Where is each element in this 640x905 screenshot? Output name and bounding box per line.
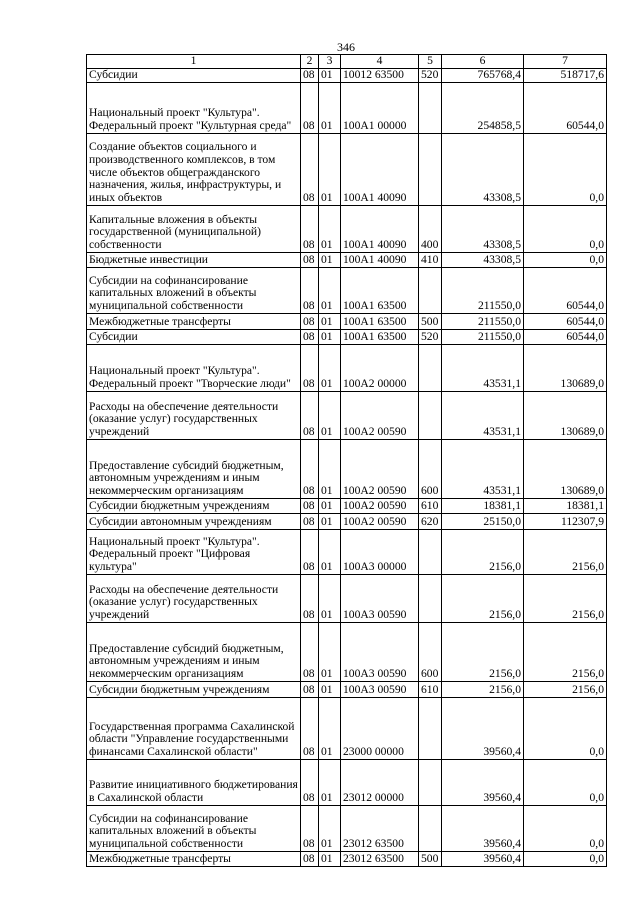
amount-year1-cell: 2156,0	[442, 574, 524, 622]
expense-type-cell: 500	[419, 313, 442, 329]
section-cell: 08	[301, 252, 319, 267]
amount-year1-cell: 765768,4	[442, 68, 524, 82]
amount-year1-cell: 211550,0	[442, 313, 524, 329]
row-name-cell: Предоставление субсидий бюджетным, автономным учреждениям и иным некоммерческим организациям	[87, 439, 301, 498]
target-article-cell: 100А3 00590	[341, 622, 419, 681]
section-cell: 08	[301, 439, 319, 498]
amount-year2-cell: 0,0	[524, 759, 607, 805]
table-row	[87, 681, 607, 697]
table-row	[87, 68, 607, 82]
table-row	[87, 329, 607, 344]
target-article-cell: 100А1 63500	[341, 267, 419, 313]
table-row	[87, 439, 607, 498]
amount-year1-cell: 39560,4	[442, 805, 524, 851]
target-article-cell: 23000 00000	[341, 697, 419, 759]
amount-year1-cell: 43308,5	[442, 252, 524, 267]
subsection-cell: 01	[319, 329, 341, 344]
expense-type-cell	[419, 391, 442, 439]
table-row	[87, 851, 607, 866]
expense-type-cell: 400	[419, 205, 442, 252]
header-cell: 7	[524, 55, 607, 69]
expense-type-cell	[419, 267, 442, 313]
expense-type-cell: 410	[419, 252, 442, 267]
amount-year1-cell: 39560,4	[442, 851, 524, 866]
amount-year2-cell: 60544,0	[524, 313, 607, 329]
target-article-cell: 100А2 00000	[341, 344, 419, 391]
table-row	[87, 252, 607, 267]
row-name-cell: Предоставление субсидий бюджетным, автономным учреждениям и иным некоммерческим организациям	[87, 622, 301, 681]
section-cell: 08	[301, 622, 319, 681]
subsection-cell: 01	[319, 574, 341, 622]
expense-type-cell: 600	[419, 439, 442, 498]
table-row	[87, 622, 607, 681]
row-name-cell: Расходы на обеспечение деятельности (оказание услуг) государственных учреждений	[87, 391, 301, 439]
amount-year1-cell: 2156,0	[442, 622, 524, 681]
expense-type-cell: 520	[419, 68, 442, 82]
amount-year1-cell: 39560,4	[442, 759, 524, 805]
amount-year2-cell: 18381,1	[524, 498, 607, 513]
amount-year1-cell: 39560,4	[442, 697, 524, 759]
target-article-cell: 100А1 63500	[341, 329, 419, 344]
expense-type-cell	[419, 574, 442, 622]
row-name-cell: Субсидии бюджетным учреждениям	[87, 681, 301, 697]
expense-type-cell	[419, 697, 442, 759]
target-article-cell: 100А2 00590	[341, 513, 419, 529]
amount-year1-cell: 2156,0	[442, 681, 524, 697]
table-row	[87, 205, 607, 252]
expense-type-cell	[419, 82, 442, 133]
section-cell: 08	[301, 574, 319, 622]
row-name-cell: Субсидии на софинансирование капитальных вложений в объекты муниципальной собственности	[87, 805, 301, 851]
subsection-cell: 01	[319, 513, 341, 529]
target-article-cell: 10012 63500	[341, 68, 419, 82]
row-name-cell: Субсидии бюджетным учреждениям	[87, 498, 301, 513]
section-cell: 08	[301, 391, 319, 439]
amount-year1-cell: 211550,0	[442, 267, 524, 313]
row-name-cell: Субсидии	[87, 68, 301, 82]
row-name-cell: Национальный проект "Культура". Федеральный проект "Культурная среда"	[87, 82, 301, 133]
amount-year1-cell: 43308,5	[442, 133, 524, 205]
section-cell: 08	[301, 133, 319, 205]
row-name-cell: Создание объектов социального и производственного комплексов, в том числе объектов общегражданского назначения, жилья, инфраструктуры, и иных объектов	[87, 133, 301, 205]
expense-type-cell	[419, 759, 442, 805]
subsection-cell: 01	[319, 697, 341, 759]
header-cell: 5	[419, 55, 442, 69]
table-row	[87, 697, 607, 759]
amount-year1-cell: 43531,1	[442, 344, 524, 391]
section-cell: 08	[301, 697, 319, 759]
table-row	[87, 82, 607, 133]
header-cell: 1	[87, 55, 301, 69]
row-name-cell: Субсидии автономным учреждениям	[87, 513, 301, 529]
target-article-cell: 100А1 40090	[341, 133, 419, 205]
amount-year2-cell: 60544,0	[524, 82, 607, 133]
amount-year1-cell: 2156,0	[442, 529, 524, 574]
amount-year2-cell: 130689,0	[524, 344, 607, 391]
amount-year1-cell: 18381,1	[442, 498, 524, 513]
expense-type-cell	[419, 805, 442, 851]
subsection-cell: 01	[319, 267, 341, 313]
table-row	[87, 574, 607, 622]
header-cell: 3	[319, 55, 341, 69]
budget-table	[86, 54, 607, 867]
amount-year2-cell: 0,0	[524, 133, 607, 205]
amount-year2-cell: 2156,0	[524, 622, 607, 681]
amount-year1-cell: 43531,1	[442, 439, 524, 498]
section-cell: 08	[301, 313, 319, 329]
row-name-cell: Субсидии на софинансирование капитальных вложений в объекты муниципальной собственности	[87, 267, 301, 313]
expense-type-cell	[419, 344, 442, 391]
subsection-cell: 01	[319, 529, 341, 574]
subsection-cell: 01	[319, 344, 341, 391]
row-name-cell: Государственная программа Сахалинской области "Управление государственными финансами Сахалинской области"	[87, 697, 301, 759]
section-cell: 08	[301, 82, 319, 133]
expense-type-cell: 610	[419, 681, 442, 697]
amount-year1-cell: 25150,0	[442, 513, 524, 529]
target-article-cell: 100А1 40090	[341, 205, 419, 252]
expense-type-cell	[419, 529, 442, 574]
target-article-cell: 100А1 63500	[341, 313, 419, 329]
target-article-cell: 100А2 00590	[341, 391, 419, 439]
row-name-cell: Межбюджетные трансферты	[87, 851, 301, 866]
table-row	[87, 133, 607, 205]
amount-year2-cell: 0,0	[524, 252, 607, 267]
amount-year2-cell: 2156,0	[524, 574, 607, 622]
section-cell: 08	[301, 344, 319, 391]
amount-year2-cell: 0,0	[524, 805, 607, 851]
expense-type-cell: 620	[419, 513, 442, 529]
row-name-cell: Субсидии	[87, 329, 301, 344]
amount-year2-cell: 518717,6	[524, 68, 607, 82]
subsection-cell: 01	[319, 805, 341, 851]
amount-year2-cell: 0,0	[524, 697, 607, 759]
section-cell: 08	[301, 267, 319, 313]
subsection-cell: 01	[319, 252, 341, 267]
amount-year2-cell: 112307,9	[524, 513, 607, 529]
target-article-cell: 100А3 00000	[341, 529, 419, 574]
target-article-cell: 23012 00000	[341, 759, 419, 805]
target-article-cell: 100А1 40090	[341, 252, 419, 267]
amount-year2-cell: 2156,0	[524, 529, 607, 574]
table-header-row	[87, 55, 607, 69]
expense-type-cell: 500	[419, 851, 442, 866]
row-name-cell: Бюджетные инвестиции	[87, 252, 301, 267]
row-name-cell: Капитальные вложения в объекты государственной (муниципальной) собственности	[87, 205, 301, 252]
amount-year1-cell: 211550,0	[442, 329, 524, 344]
header-cell: 2	[301, 55, 319, 69]
subsection-cell: 01	[319, 681, 341, 697]
section-cell: 08	[301, 205, 319, 252]
target-article-cell: 100А3 00590	[341, 574, 419, 622]
table-row	[87, 513, 607, 529]
header-cell: 6	[442, 55, 524, 69]
subsection-cell: 01	[319, 133, 341, 205]
amount-year2-cell: 60544,0	[524, 267, 607, 313]
row-name-cell: Развитие инициативного бюджетирования в Сахалинской области	[87, 759, 301, 805]
section-cell: 08	[301, 68, 319, 82]
page-number: 346	[337, 40, 355, 54]
expense-type-cell: 520	[419, 329, 442, 344]
table-row	[87, 759, 607, 805]
subsection-cell: 01	[319, 205, 341, 252]
subsection-cell: 01	[319, 391, 341, 439]
table-row	[87, 391, 607, 439]
subsection-cell: 01	[319, 622, 341, 681]
amount-year1-cell: 43308,5	[442, 205, 524, 252]
subsection-cell: 01	[319, 313, 341, 329]
section-cell: 08	[301, 681, 319, 697]
subsection-cell: 01	[319, 498, 341, 513]
section-cell: 08	[301, 805, 319, 851]
header-cell: 4	[341, 55, 419, 69]
row-name-cell: Национальный проект "Культура". Федеральный проект "Цифровая культура"	[87, 529, 301, 574]
subsection-cell: 01	[319, 759, 341, 805]
subsection-cell: 01	[319, 82, 341, 133]
section-cell: 08	[301, 513, 319, 529]
table-row	[87, 267, 607, 313]
expense-type-cell: 600	[419, 622, 442, 681]
amount-year2-cell: 60544,0	[524, 329, 607, 344]
amount-year1-cell: 43531,1	[442, 391, 524, 439]
section-cell: 08	[301, 498, 319, 513]
row-name-cell: Межбюджетные трансферты	[87, 313, 301, 329]
table-row	[87, 805, 607, 851]
amount-year2-cell: 130689,0	[524, 439, 607, 498]
amount-year2-cell: 0,0	[524, 851, 607, 866]
table-row	[87, 498, 607, 513]
subsection-cell: 01	[319, 439, 341, 498]
section-cell: 08	[301, 759, 319, 805]
amount-year2-cell: 130689,0	[524, 391, 607, 439]
table-row	[87, 529, 607, 574]
target-article-cell: 100А1 00000	[341, 82, 419, 133]
section-cell: 08	[301, 329, 319, 344]
subsection-cell: 01	[319, 851, 341, 866]
row-name-cell: Расходы на обеспечение деятельности (оказание услуг) государственных учреждений	[87, 574, 301, 622]
target-article-cell: 23012 63500	[341, 851, 419, 866]
target-article-cell: 100А2 00590	[341, 439, 419, 498]
target-article-cell: 23012 63500	[341, 805, 419, 851]
section-cell: 08	[301, 851, 319, 866]
amount-year2-cell: 0,0	[524, 205, 607, 252]
row-name-cell: Национальный проект "Культура". Федеральный проект "Творческие люди"	[87, 344, 301, 391]
table-row	[87, 313, 607, 329]
expense-type-cell	[419, 133, 442, 205]
amount-year1-cell: 254858,5	[442, 82, 524, 133]
target-article-cell: 100А2 00590	[341, 498, 419, 513]
amount-year2-cell: 2156,0	[524, 681, 607, 697]
expense-type-cell: 610	[419, 498, 442, 513]
section-cell: 08	[301, 529, 319, 574]
table-row	[87, 344, 607, 391]
target-article-cell: 100А3 00590	[341, 681, 419, 697]
subsection-cell: 01	[319, 68, 341, 82]
